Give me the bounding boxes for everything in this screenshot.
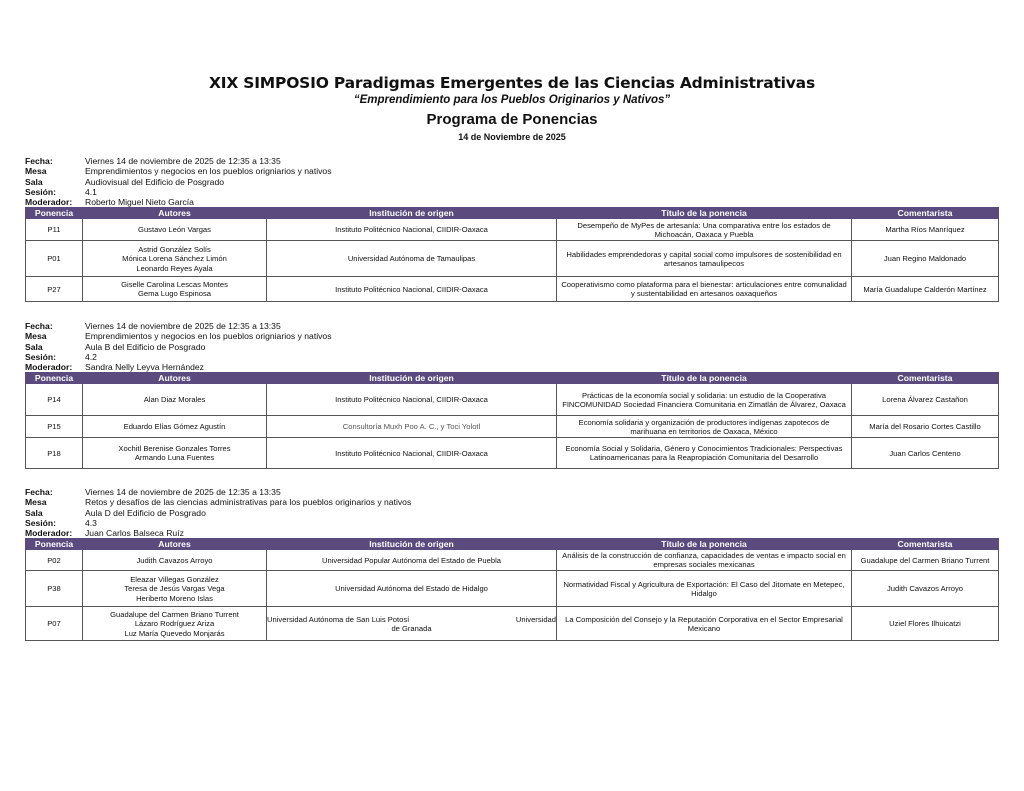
author: Giselle Carolina Lescas Montes [121,280,228,290]
author: Heriberto Moreno Islas [136,593,213,603]
fecha-value: Viernes 14 de noviembre de 2025 de 12:35 a 13:35 [85,156,281,166]
sesion-label: Sesión: [25,517,57,528]
moderador-value: Sandra Nelly Leyva Hernández [85,362,204,373]
fecha-label: Fecha: [25,487,53,497]
session-table [25,538,999,641]
col-titulo: Título de la ponencia [557,373,852,384]
institucion-cell: Universidad Autónoma de Tamaulipas [267,241,557,277]
institucion-b: Universidad [515,614,556,624]
mesa-value: Retos y desafíos de las ciencias administrativas para los pueblos originarios y nativos [85,497,412,508]
sala-value: Aula D del Edificio de Posgrado [85,507,206,518]
sala-label: Sala [25,507,43,518]
col-autores: Autores [83,539,267,550]
table-row [26,607,999,641]
col-autores: Autores [83,373,267,384]
comentarista-cell: Juan Carlos Centeno [852,438,999,469]
table-header [26,208,999,219]
mesa-value: Emprendimientos y negocios en los pueblos origniarios y nativos [85,331,332,342]
ponencia-id: P18 [26,438,83,469]
ponencia-id: P02 [26,550,83,571]
fecha-value: Viernes 14 de noviembre de 2025 de 12:35 a 13:35 [85,321,281,331]
comentarista-cell: María Guadalupe Calderón Martínez [852,277,999,302]
col-ponencia: Ponencia [26,208,83,219]
author: Leonardo Reyes Ayala [136,263,213,273]
titulo-cell: Cooperativismo como plataforma para el bienestar: articulaciones entre comunalidad y sustentabilidad en artesanos oaxaqueños [557,277,852,302]
comentarista-cell: Judith Cavazos Arroyo [852,571,999,607]
mesa-label: Mesa [25,166,47,177]
mesa-label: Mesa [25,331,47,342]
sala-value: Audiovisual del Edificio de Posgrado [85,176,225,187]
author: Alan Diaz Morales [143,395,206,405]
institucion-cell: Instituto Politécnico Nacional, CIIDIR-Oaxaca [267,438,557,469]
institucion-cell: Universidad Autónoma del Estado de Hidalgo [267,571,557,607]
author: Luz María Quevedo Monjarás [124,628,225,638]
moderador-value: Juan Carlos Balseca Ruíz [85,528,184,539]
session-block [25,487,998,641]
titulo-cell: La Composición del Consejo y la Reputación Corporativa en el Sector Empresarial Mexicano [557,607,852,641]
table-row [26,277,999,302]
author: Eduardo Elías Gómez Agustín [123,422,226,432]
col-ponencia: Ponencia [26,373,83,384]
author: Armando Luna Fuentes [134,453,215,463]
table-row [26,438,999,469]
session-meta [25,156,998,207]
institucion-cell [267,607,557,641]
comentarista-cell: Guadalupe del Carmen Briano Turrent [852,550,999,571]
moderador-label: Moderador: [25,362,73,373]
comentarista-cell: María del Rosario Cortes Castillo [852,416,999,438]
autores-cell [83,219,267,241]
institucion-cell: Consultoría Muxh Poo A. C., y Toci Yolotl [267,416,557,438]
sesion-value: 4.3 [85,517,97,528]
table-row [26,241,999,277]
session-block [25,156,998,302]
session-meta [25,487,998,538]
comentarista-cell: Martha Ríos Manríquez [852,219,999,241]
comentarista-cell: Uziel Flores Ilhuicatzi [852,607,999,641]
author: Mónica Lorena Sánchez Limón [122,254,227,264]
institucion-split [267,615,556,624]
ponencia-id: P14 [26,384,83,416]
symposium-subtitle: “Emprendimiento para los Pueblos Originarios y Nativos” [353,94,671,106]
titulo-cell: Normatividad Fiscal y Agricultura de Exportación: El Caso del Jitomate en Metepec, Hidalgo [557,571,852,607]
fecha-label: Fecha: [25,321,53,331]
ponencia-id: P01 [26,241,83,277]
autores-cell [83,438,267,469]
institucion-c: de Granada [391,623,432,633]
col-titulo: Título de la ponencia [557,208,852,219]
ponencia-id: P11 [26,219,83,241]
table-header [26,373,999,384]
program-title: Programa de Ponencias [426,111,598,128]
titulo-cell: Desempeño de MyPes de artesanía: Una comparativa entre los estados de Michoacán, Oaxaca y Puebla [557,219,852,241]
moderador-label: Moderador: [25,528,73,539]
table-header [26,539,999,550]
col-institucion: Institución de origen [267,539,557,550]
moderador-label: Moderador: [25,197,73,208]
sesion-label: Sesión: [25,351,57,362]
author: Gema Lugo Espinosa [137,289,212,299]
session-table [25,207,999,302]
institucion-cell: Instituto Politécnico Nacional, CIIDIR-Oaxaca [267,384,557,416]
author: Eleazar Villegas González [130,575,219,585]
mesa-label: Mesa [25,497,47,508]
session-block [25,321,998,469]
institucion-cell: Instituto Politécnico Nacional, CIIDIR-Oaxaca [267,277,557,302]
autores-cell [83,550,267,571]
sesion-value: 4.2 [85,351,97,362]
mesa-value: Emprendimientos y negocios en los pueblos origniarios y nativos [85,166,332,177]
author: Teresa de Jesús Vargas Vega [124,584,225,594]
institucion-a: Universidad Autónoma de San Luis Potosí [267,614,410,624]
symposium-title: XIX SIMPOSIO Paradigmas Emergentes de las Ciencias Administrativas [209,74,815,92]
col-institucion: Institución de origen [267,208,557,219]
author: Xochitl Berenise Gonzales Torres [118,444,231,454]
titulo-cell: Economía solidaria y organización de productores indígenas zapotecos de marihuana en territorios de Oaxaca, México [557,416,852,438]
institucion-cell: Instituto Politécnico Nacional, CIIDIR-Oaxaca [267,219,557,241]
ponencia-id: P07 [26,607,83,641]
table-row [26,384,999,416]
institucion-cell: Universidad Popular Autónoma del Estado de Puebla [267,550,557,571]
sesion-label: Sesión: [25,186,57,197]
sala-value: Aula B del Edificio de Posgrado [85,341,206,352]
titulo-cell: Economía Social y Solidaria, Género y Conocimientos Tradicionales: Perspectivas Latinoamericanas para la Reapropiación Comunitaria del Desarrollo [557,438,852,469]
autores-cell [83,384,267,416]
fecha-value: Viernes 14 de noviembre de 2025 de 12:35 a 13:35 [85,487,281,497]
col-autores: Autores [83,208,267,219]
autores-cell [83,607,267,641]
table-row [26,416,999,438]
author: Guadalupe del Carmen Briano Turrent [110,610,239,620]
author: Astrid González Solís [138,245,211,255]
autores-cell [83,241,267,277]
col-institucion: Institución de origen [267,373,557,384]
col-ponencia: Ponencia [26,539,83,550]
fecha-label: Fecha: [25,156,53,166]
col-comentarista: Comentarista [852,539,999,550]
sala-label: Sala [25,176,43,187]
ponencia-id: P27 [26,277,83,302]
sala-label: Sala [25,341,43,352]
table-row [26,550,999,571]
author: Lázaro Rodríguez Ariza [134,619,215,629]
ponencia-id: P38 [26,571,83,607]
titulo-cell: Habilidades emprendedoras y capital social como impulsores de sostenibilidad en artesanos tamaulipecos [557,241,852,277]
comentarista-cell: Lorena Álvarez Castañon [852,384,999,416]
col-comentarista: Comentarista [852,373,999,384]
col-comentarista: Comentarista [852,208,999,219]
session-table [25,372,999,469]
ponencia-id: P15 [26,416,83,438]
sesion-value: 4.1 [85,186,97,197]
table-row [26,571,999,607]
comentarista-cell: Juan Regino Maldonado [852,241,999,277]
table-row [26,219,999,241]
autores-cell [83,571,267,607]
autores-cell [83,416,267,438]
author: Gustavo León Vargas [138,225,211,235]
moderador-value: Roberto Miguel Nieto García [85,197,194,208]
session-meta [25,321,998,372]
titulo-cell: Prácticas de la economía social y solidaria: un estudio de la Cooperativa FINCOMUNIDAD Sociedad Financiera Comunitaria en Zimatlán de Álvarez, Oaxaca [557,384,852,416]
author: Judith Cavazos Arroyo [136,555,213,565]
autores-cell [83,277,267,302]
col-titulo: Título de la ponencia [557,539,852,550]
program-date: 14 de Noviembre de 2025 [458,132,566,142]
titulo-cell: Análisis de la construcción de confianza, capacidades de ventas e impacto social en empresas sociales mexicanas [557,550,852,571]
